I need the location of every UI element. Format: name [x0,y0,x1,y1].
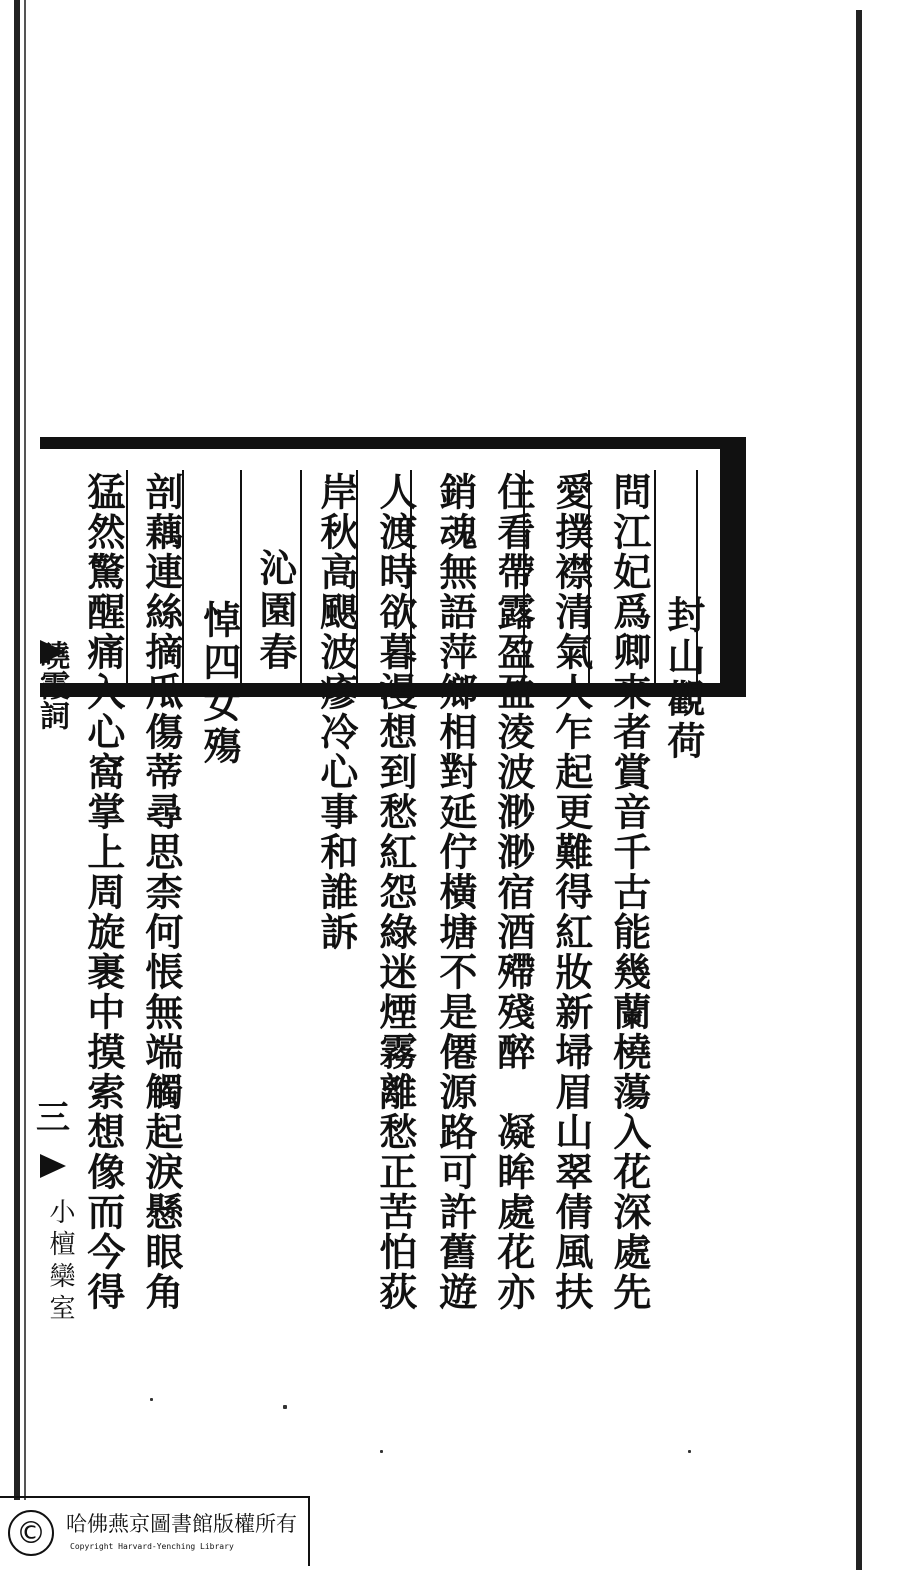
tune-title-column: 沁園春 [252,548,298,674]
column-rule [126,470,128,686]
copyright-notice [0,1496,310,1566]
scan-speck [688,1450,691,1453]
fish-tail-mark [40,640,66,664]
text-column-6: 岸秋高颶波瘮冷心事和誰訴 [313,472,359,952]
topic-title-column: 悼四女殤 [196,600,242,768]
copyright-symbol: © [8,1510,54,1556]
text-column-8: 猛然驚醒痛入心窩掌上周旋裹中摸索想像而今得 [80,472,126,1312]
scan-speck [283,1405,287,1409]
heading-column: 封山觀荷 [660,595,706,763]
column-rule [300,470,302,686]
text-column-7: 剖藕連絲摘瓜傷蒂尋思柰何悵無端觸起淚懸眼角 [138,472,184,1312]
banxin-title: 曉霞詞 [34,640,69,730]
copyright-english: Copyright Harvard-Yenching Library [70,1542,234,1551]
text-column-5: 人渡時欲暮漫想到愁紅怨綠迷煙霧離愁正苦怕荻 [372,472,418,1312]
page-number: 三 [36,1098,70,1138]
left-scan-edge-inner [24,0,26,1500]
text-column-3: 住看帶露盈盈淩波渺渺宿酒殢殘醉 凝眸處花亦 [490,472,536,1312]
scan-speck [380,1450,383,1453]
column-rule [654,470,656,686]
fish-tail-mark-lower [40,1154,66,1178]
text-column-4: 銷魂無語萍鄉相對延佇橫塘不是僊源路可許舊遊 [432,472,478,1312]
scan-speck [150,1398,153,1401]
studio-name: 小檀欒室 [45,1198,75,1326]
left-scan-edge [14,0,20,1500]
right-scan-edge [856,10,862,1570]
text-column-2: 愛撲襟清氣人乍起更難得紅妝新埽眉山翠倩風扶 [548,472,594,1312]
copyright-chinese: 哈佛燕京圖書館版權所有 [66,1512,297,1536]
text-column-1: 問江妃爲卿來者賞音千古能幾蘭橈蕩入花深處先 [606,472,652,1312]
